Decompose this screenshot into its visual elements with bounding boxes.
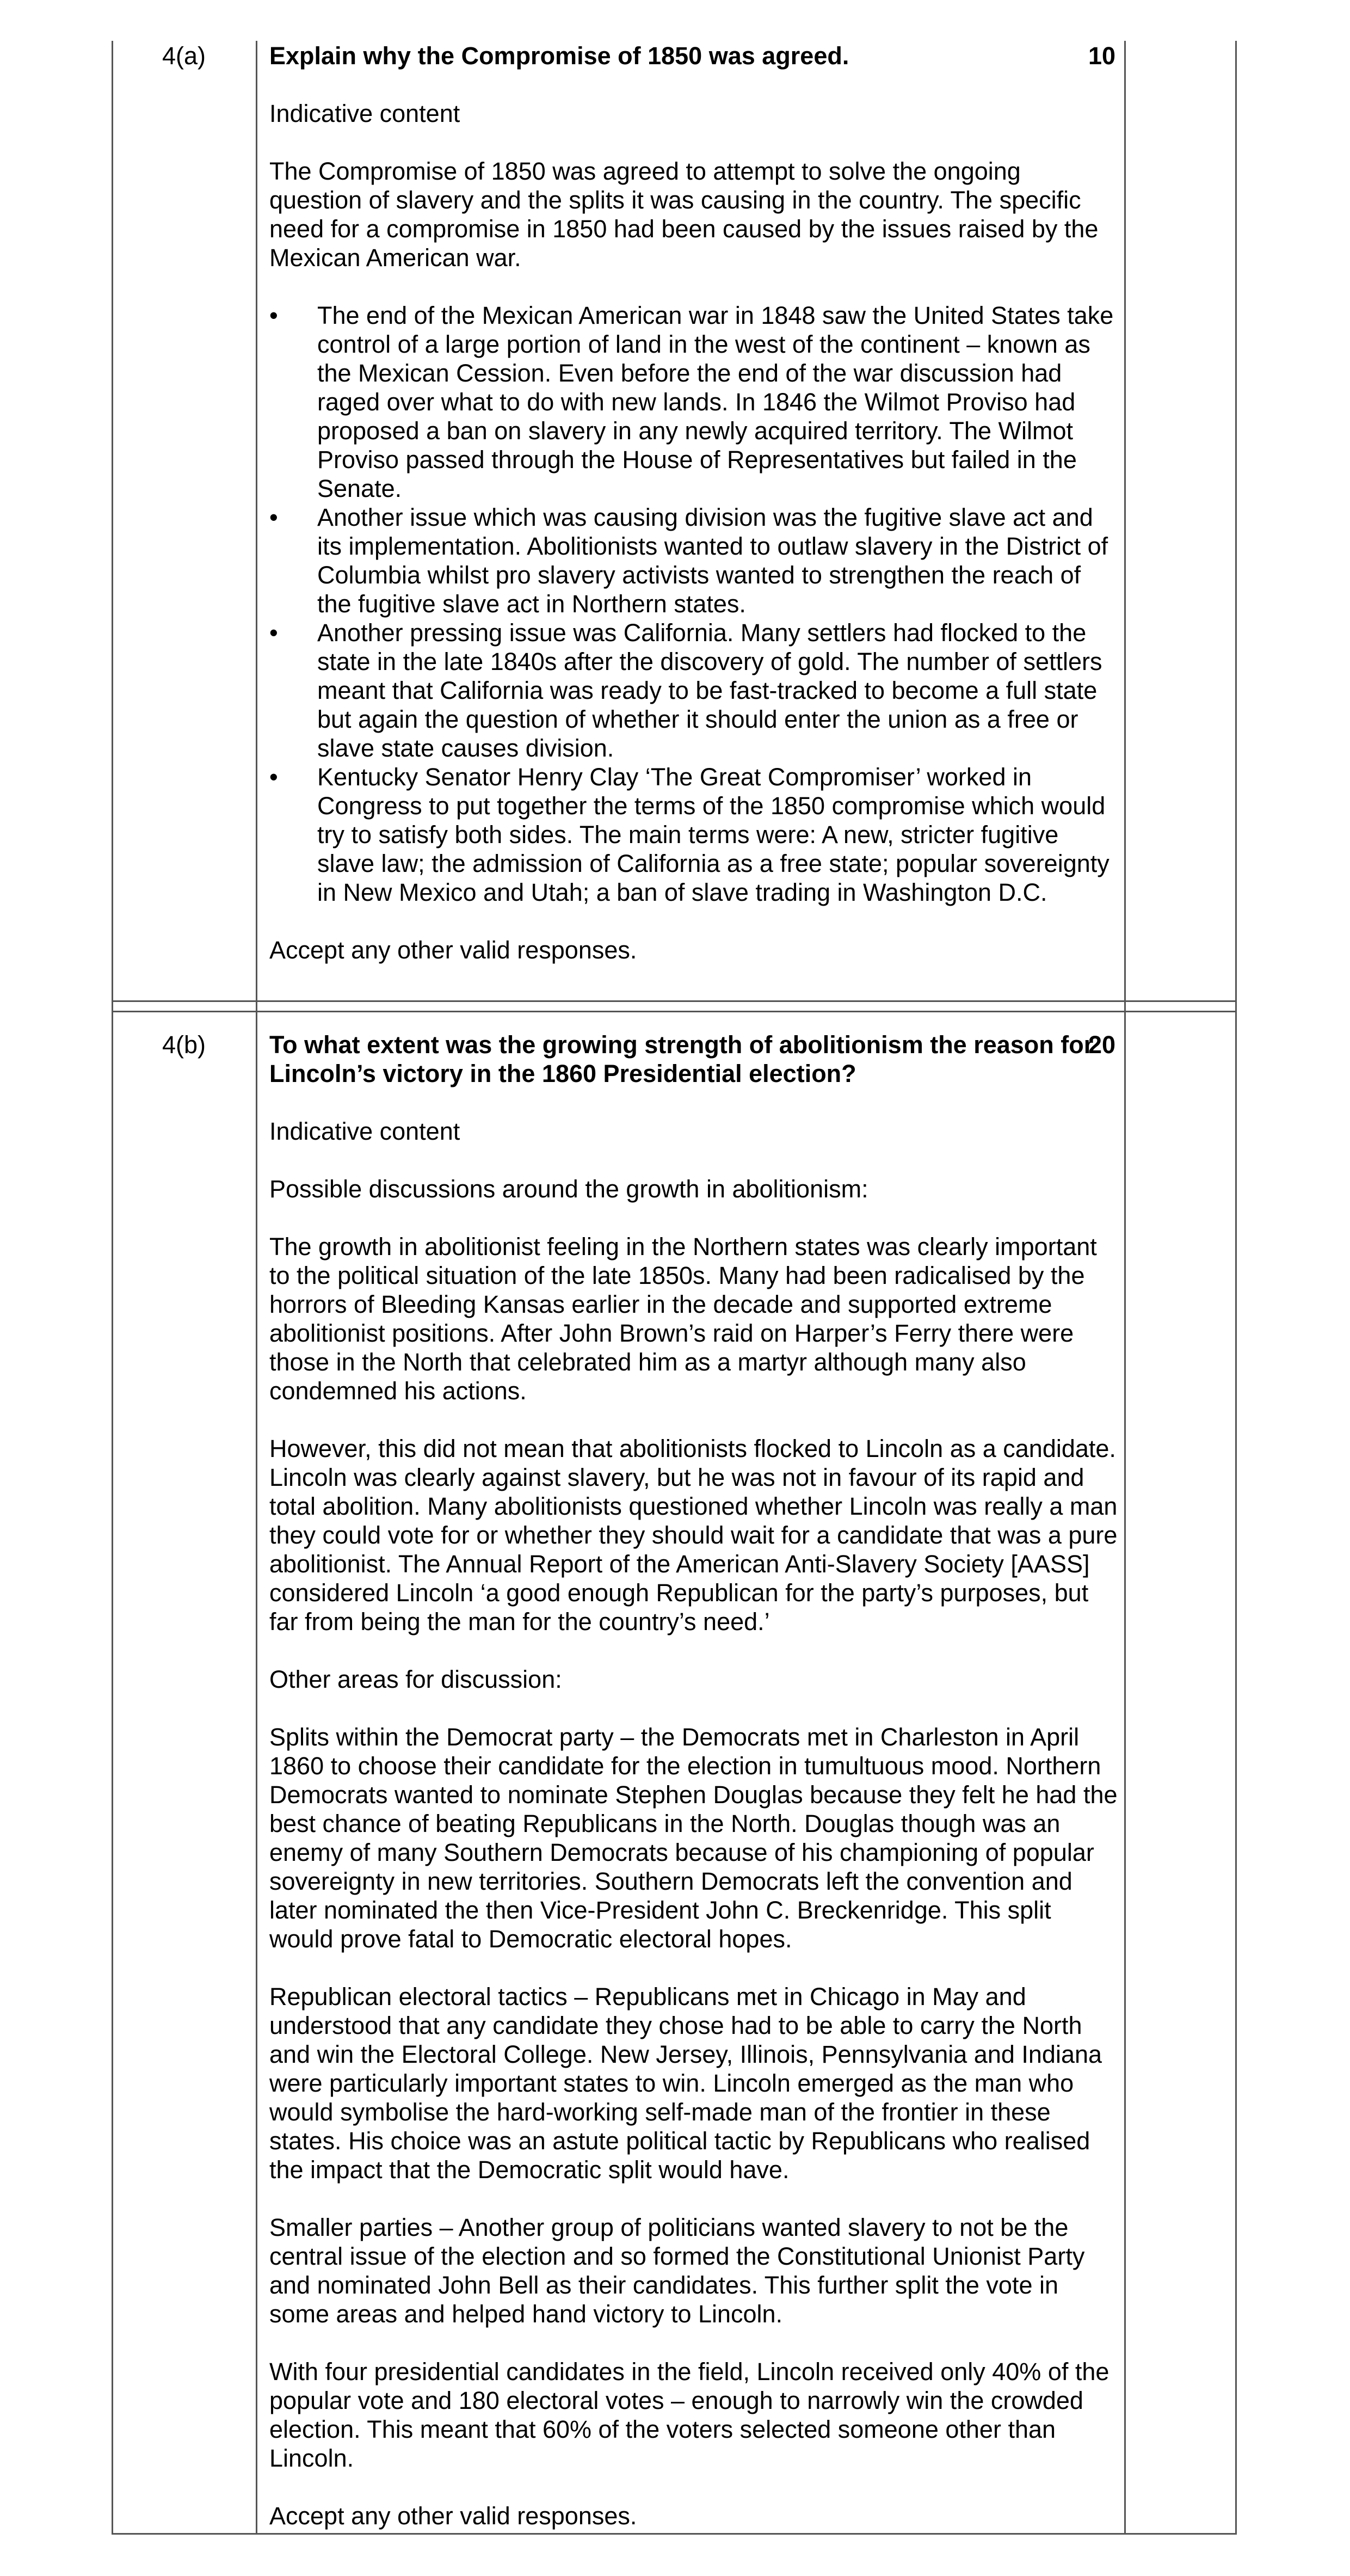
list-item [269, 763, 1118, 907]
row-separator-top [112, 1000, 1237, 1002]
subheading: Indicative content [269, 100, 460, 127]
body-paragraph: However, this did not mean that abolitionists flocked to Lincoln as a candidate. Lincoln was clearly against slavery, but he was not in favour of its rapid and total abolition. Many abolitionists questioned whether Lincoln was really a man they could vote for or whether they should wait for a candidate that was a pure abolitionist. The Annual Report of the American Anti-Slavery Society [AASS] considered Lincoln ‘a good enough Republican for the party’s purposes, but far from being the man for the country’s need.’ [269, 1435, 1118, 1636]
body-paragraph: With four presidential candidates in the field, Lincoln received only 40% of the popular vote and 180 electoral votes – enough to narrowly win the crowded election. This meant that 60% of the voters selected someone other than Lincoln. [269, 2358, 1109, 2472]
question-number: 4(a) [162, 42, 206, 70]
list-item [269, 301, 1118, 503]
row-separator-bottom [112, 1011, 1237, 1012]
question-title: To what extent was the growing strength of abolitionism the reason for Lincoln’s victory in the 1860 Presidential election? [269, 1031, 1094, 1087]
bullet-icon: • [269, 763, 278, 791]
bullet-list [269, 301, 1118, 907]
body-paragraph: Splits within the Democrat party – the Democrats met in Charleston in April 1860 to choose their candidate for the election in tumultuous mood. Northern Democrats wanted to nominate Stephen Douglas because they felt he had the best chance of beating Republicans in the North. Douglas though was an enemy of many Southern Democrats because of his championing of popular sovereignty in new territories. Southern Democrats left the convention and later nominated the then Vice-President John C. Breckenridge. This split would prove fatal to Democratic electoral hopes. [269, 1723, 1118, 1953]
column-divider-marks [1124, 41, 1126, 2535]
list-item-text: The end of the Mexican American war in 1848 saw the United States take control of a large portion of land in the west of the continent – known as the Mexican Cession. Even before the end of the war discussion had raged over what to do with new lands. In 1846 the Wilmot Proviso had proposed a ban on slavery in any newly acquired territory. The Wilmot Proviso passed through the House of Representatives but failed in the Senate. [317, 302, 1114, 502]
list-item [269, 503, 1118, 618]
answer-content-4b [269, 1030, 1118, 2559]
list-item-text: Kentucky Senator Henry Clay ‘The Great Compromiser’ worked in Congress to put together the terms of the 1850 compromise which would try to satisfy both sides. The main terms were: A new, stricter fugitive slave law; the admission of California as a free state; popular sovereignty in New Mexico and Utah; a ban of slave trading in Washington D.C. [317, 763, 1109, 906]
question-title: Explain why the Compromise of 1850 was agreed. [269, 42, 849, 70]
bullet-icon: • [269, 503, 278, 531]
body-paragraph: Possible discussions around the growth in abolitionism: [269, 1175, 868, 1203]
question-number: 4(b) [162, 1031, 206, 1059]
list-item-text: Another pressing issue was California. Many settlers had flocked to the state in the late 1840s after the discovery of gold. The number of settlers meant that California was ready to be fast-tracked to become a full state but again the question of whether it should enter the union as a free or slave state causes division. [317, 619, 1102, 762]
subheading: Indicative content [269, 1117, 460, 1145]
body-paragraph: Other areas for discussion: [269, 1665, 562, 1693]
bullet-icon: • [269, 619, 278, 647]
answer-content-4a [269, 41, 1118, 993]
question-marks: 10 [1088, 42, 1115, 70]
list-item [269, 618, 1118, 763]
closing-note: Accept any other valid responses. [269, 936, 637, 964]
column-divider-number [256, 41, 257, 2535]
list-item-text: Another issue which was causing division was the fugitive slave act and its implementation. Abolitionists wanted to outlaw slavery in the District of Columbia whilst pro slavery activists wanted to strengthen the reach of the fugitive slave act in Northern states. [317, 503, 1108, 618]
table-border-right [1235, 41, 1237, 2535]
body-paragraph: Republican electoral tactics – Republicans met in Chicago in May and understood that any candidate they chose had to be able to carry the North and win the Electoral College. New Jersey, Illinois, Pennsylvania and Indiana were particularly important states to win. Lincoln emerged as the man who would symbolise the hard-working self-made man of the frontier in these states. His choice was an astute political tactic by Republicans who realised the impact that the Democratic split would have. [269, 1983, 1102, 2184]
intro-paragraph: The Compromise of 1850 was agreed to attempt to solve the ongoing question of slavery and the splits it was causing in the country. The specific need for a compromise in 1850 had been caused by the issues raised by the Mexican American war. [269, 157, 1099, 272]
body-paragraph: Smaller parties – Another group of politicians wanted slavery to not be the central issue of the election and so formed the Constitutional Unionist Party and nominated John Bell as their candidates. This further split the vote in some areas and helped hand victory to Lincoln. [269, 2214, 1085, 2328]
closing-note: Accept any other valid responses. [269, 2502, 637, 2530]
question-marks: 20 [1088, 1031, 1115, 1059]
body-paragraph: The growth in abolitionist feeling in the Northern states was clearly important to the political situation of the late 1850s. Many had been radicalised by the horrors of Bleeding Kansas earlier in the decade and supported extreme abolitionist positions. After John Brown’s raid on Harper’s Ferry there were those in the North that celebrated him as a martyr although many also condemned his actions. [269, 1233, 1097, 1405]
table-border-left [112, 41, 113, 2535]
bullet-icon: • [269, 302, 278, 329]
